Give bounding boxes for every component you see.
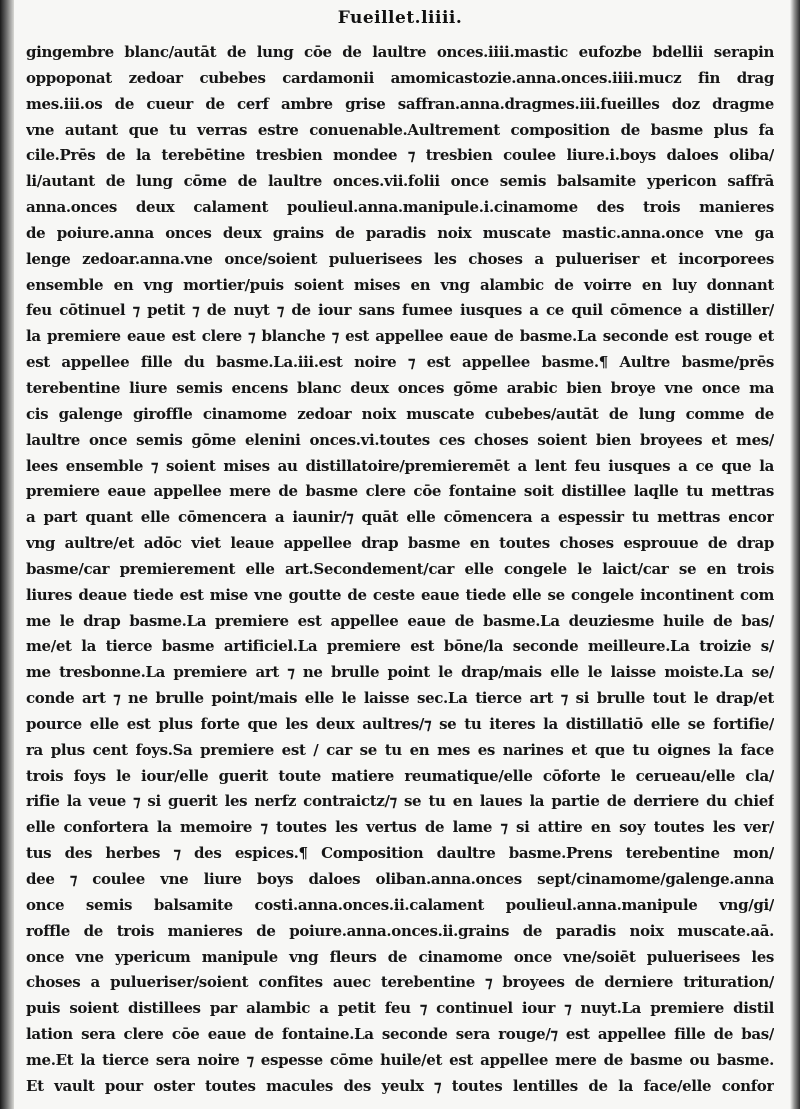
text-line: elle conforterа la memoire ⁊ toutes les vertus de lame ⁊ si attire en soy toutes les ver/: [26, 818, 774, 837]
text-line: cile.Prēs de la terebētine tresbien mondee ⁊ tresbien coulee liure.i.boys daloes oliba/: [26, 146, 774, 165]
binding-gutter: [0, 0, 14, 1109]
text-line: ra plus cent foys.Sa premiere est / car se tu en mes es narines et que tu oignes la face: [26, 740, 774, 759]
text-line: once semis balsamite costi.anna.onces.ii.calament pouliеul.anna.manipule vng/gi/: [26, 895, 774, 914]
text-line: lation sera clere cōe eaue de fontaine.La seconde sera rouge/⁊ est appellee fille de bas/: [26, 1025, 774, 1044]
text-line: li/autant de lung cōme de laultre onces.vii.folii once semis balsamite ypericon saffrā: [26, 172, 774, 191]
text-line: oppoponat zedoar cubebes cardamonii amomicastozie.anna.onces.iiii.mucz fin drag: [26, 68, 774, 87]
text-line: me/et la tierce basme artificiel.La premiere est bōne/la seconde meilleure.La troizie s/: [26, 637, 774, 656]
text-line: tus des herbes ⁊ des espices.¶ Composition daultre basme.Prens terebentine mon/: [26, 844, 774, 863]
text-line: anna.onces deux calament pouliеul.anna.manipule.i.cinamome des trois manieres: [26, 198, 774, 217]
text-line: me.Et la tierce sera noire ⁊ espesse cōme huile/et est appellee mere de basme ou basme.: [26, 1050, 774, 1069]
text-line: lees ensemble ⁊ soient mises au distillatoire/premieremēt a lent feu iusques a ce que la: [26, 456, 774, 475]
text-line: de poiure.anna onces deux grains de paradis noix muscate mastic.anna.once vne ga: [26, 223, 774, 242]
text-line: trois foys le iour/elle guerit toute matiere reumatique/elle cōforte le cerueau/elle cla/: [26, 766, 774, 785]
folio-header: Fueillet.liiii.: [337, 8, 463, 28]
text-line: ensemble en vng mortier/puis soient mises en vng alambic de voirre en luy donnant: [26, 275, 774, 294]
text-line: cis galenge giroffle cinamome zedoar noix muscate cubebes/autāt de lung comme de: [26, 404, 774, 423]
text-line: me tresbonne.La premiere art ⁊ ne brulle point le drap/mais elle le laisse moiste.La se/: [26, 663, 774, 682]
text-line: puis soient distillees par alambic a petit feu ⁊ continuel iour ⁊ nuyt.La premiere distil: [26, 999, 774, 1018]
text-line: Et vault pour oster toutes macules des yeulx ⁊ toutes lentilles de la face/elle confor: [26, 1076, 774, 1095]
text-line: vng aultre/et adōc viet leaue appellee drap basme en toutes choses esprouue de drap: [26, 534, 774, 553]
text-line: terebentine liure semis encens blanc deux onces gōme arabic bien broye vne once ma: [26, 378, 774, 397]
text-line: premiere eaue appellee mere de basme clere cōe fontaine soit distillee laqlle tu mettras: [26, 482, 774, 501]
text-line: a part quant elle cōmencera a iaunir/⁊ quāt elle cōmencera a espessir tu mettras encor: [26, 508, 774, 527]
text-block: [26, 40, 774, 1100]
text-line: est appellee fille du basme.La.iii.est noire ⁊ est appellee basme.¶ Aultre basme/prēs: [26, 353, 774, 372]
text-line: basme/car premierement elle art.Secondement/car elle congele le laict/car se en trois: [26, 559, 774, 578]
text-line: vne autant que tu verras estre conuenable.Aultrement composition de basme plus fa: [26, 120, 774, 139]
text-line: feu cōtinuel ⁊ petit ⁊ de nuyt ⁊ de iour sans fumee iusques a ce quil cōmence a distiller/: [26, 301, 774, 320]
text-line: lenge zedoar.anna.vne once/soient puluerisees les choses a puluеriser et incorporees: [26, 249, 774, 268]
text-line: gingembre blanc/autāt de lung cōe de laultre onces.iiii.mastic eufozbe bdellii serapin: [26, 43, 774, 61]
page-edge-shadow: [790, 0, 800, 1109]
text-line: roffle de trois manieres de poiure.anna.onces.ii.grains de paradis noix muscate.aā.: [26, 921, 774, 940]
text-line: choses a puluеriser/soient confites auec terebentine ⁊ broyees de derniere trituration/: [26, 973, 774, 992]
text-line: rifie la veue ⁊ si guerit les nerfz contraictz/⁊ se tu en laues la partie de derriere du chief: [26, 792, 774, 811]
text-line: liures deaue tiede est mise vne goutte de ceste eaue tiede elle se congele incontinent com: [26, 585, 774, 604]
text-line: mes.iii.os de cueur de cerf ambre grise saffran.anna.dragmes.iii.fueilles doz dragme: [26, 94, 774, 113]
text-line: laultre once semis gōme elenini onces.vi.toutes ces choses soient bien broyees et mes/: [26, 430, 774, 449]
text-line: la premiere eaue est clere ⁊ blanche ⁊ est appellee eaue de basme.La seconde est rouge et: [26, 327, 774, 346]
text-line: pource elle est plus forte que les deux aultres/⁊ se tu iteres la distillatiō elle se fortifie/: [26, 714, 774, 733]
text-line: conde art ⁊ ne brulle point/mais elle le laisse sec.La tierce art ⁊ si brulle tout le drap/et: [26, 689, 774, 708]
text-line: once vne ypericum manipule vng fleurs de cinamome once vne/soiēt puluerisees les: [26, 947, 774, 966]
text-line: dee ⁊ coulee vne liure boys daloes oliban.anna.onces sept/cinamome/galenge.anna: [26, 870, 774, 888]
text-line: me le drap basme.La premiere est appellee eaue de basme.La deuziesme huile de bas/: [26, 611, 774, 630]
